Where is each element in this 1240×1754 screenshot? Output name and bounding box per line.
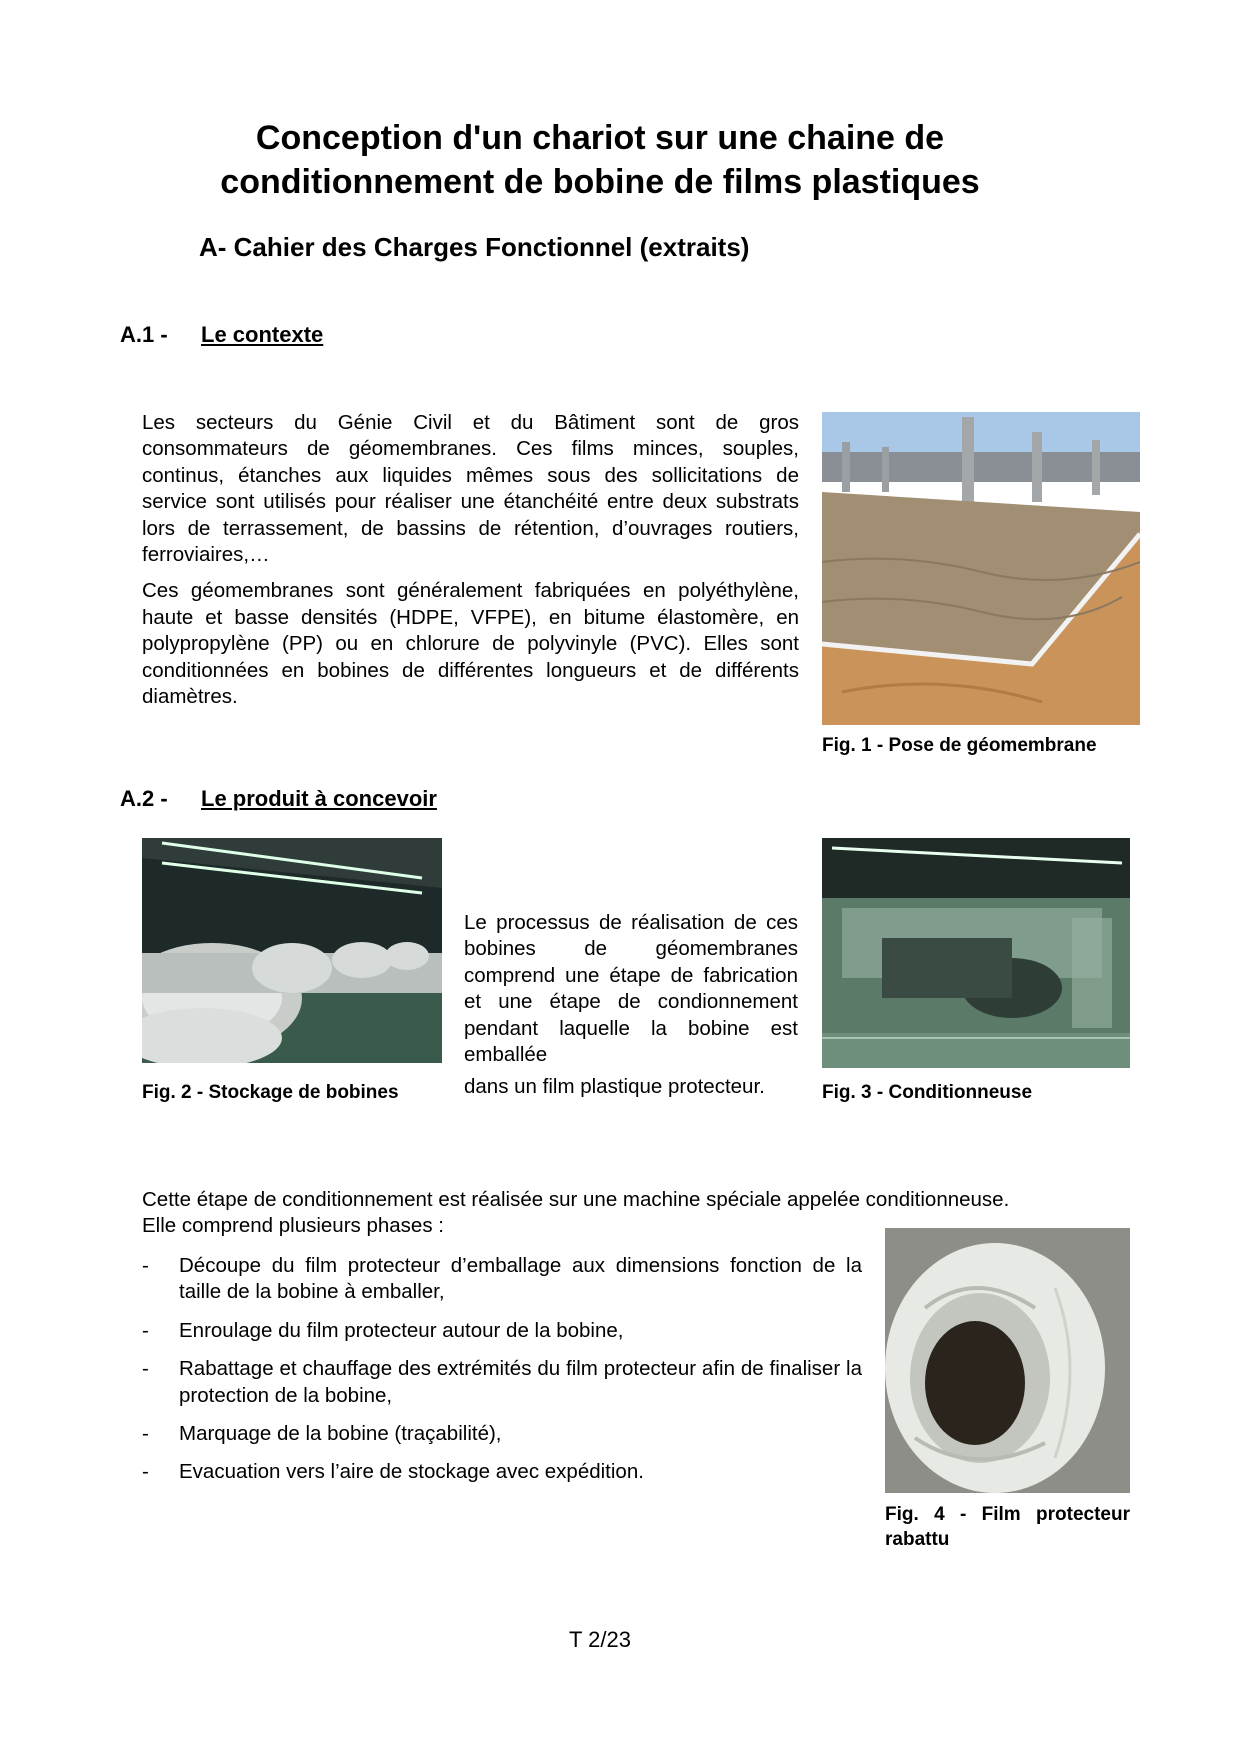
section-2-intro-line-1: Cette étape de conditionnement est réalisée sur une machine spéciale appelée conditionneuse.	[142, 1188, 1010, 1211]
page-number: T 2/23	[569, 1627, 631, 1652]
section-2-title: Le produit à concevoir	[201, 786, 437, 811]
section-2-middle-last-line: dans un film plastique protecteur.	[464, 1075, 765, 1099]
list-item: - Découpe du film protecteur d’emballage aux dimensions fonction de la taille de la bobine à emballer,	[142, 1254, 862, 1304]
list-item: - Evacuation vers l’aire de stockage avec expédition.	[142, 1460, 644, 1484]
section-1-paragraph-1: Les secteurs du Génie Civil et du Bâtiment sont de gros consommateurs de géomembranes. Ces films minces, souples, continus, étanches aux liquides mêmes sous des sollicitations de service sont utilisés pour réaliser une étanchéité entre deux substrats lors de terrassement, de bassins de rétention, d’ouvrages routiers, ferroviaires,…	[142, 411, 799, 567]
section-1-number: A.1 -	[120, 322, 168, 347]
fig1-caption: Fig. 1 - Pose de géomembrane	[822, 735, 1097, 756]
fig4-film-photo	[885, 1228, 1130, 1493]
page-title	[0, 116, 1200, 204]
fig4-caption: Fig. 4 - Film protecteur rabattu	[885, 1504, 1130, 1550]
list-item: - Marquage de la bobine (traçabilité),	[142, 1422, 502, 1446]
section-1-text	[142, 410, 799, 720]
fig3-caption: Fig. 3 - Conditionneuse	[822, 1082, 1033, 1103]
process-steps-list	[142, 1253, 862, 1498]
list-item: - Rabattage et chauffage des extrémités du film protecteur afin de finaliser la protection de la bobine,	[142, 1357, 862, 1407]
fig3-machine-photo	[822, 838, 1130, 1068]
fig1-geomembrane-photo	[822, 412, 1140, 725]
section-2-number: A.2 -	[120, 786, 168, 811]
fig2-caption: Fig. 2 - Stockage de bobines	[142, 1082, 399, 1103]
fig2-storage-photo	[142, 838, 442, 1063]
title-line-2: conditionnement de bobine de films plastiques	[220, 163, 980, 201]
section-2-middle-text	[464, 910, 798, 1101]
section-2-intro-line-2: Elle comprend plusieurs phases :	[142, 1214, 444, 1238]
section-1-paragraph-2: Ces géomembranes sont généralement fabriquées en polyéthylène, haute et basse densités (HDPE, VFPE), en bitume élastomère, en polypropylène (PP) ou en chlorure de polyvinyle (PVC). Elles sont conditionnées en bobines de différentes longueurs et de différents diamètres.	[142, 579, 799, 709]
title-line-1: Conception d'un chariot sur une chaine de	[255, 119, 945, 157]
section-a-heading: A- Cahier des Charges Fonctionnel (extraits)	[199, 232, 750, 262]
list-item: - Enroulage du film protecteur autour de la bobine,	[142, 1318, 624, 1342]
section-2-middle-paragraph: Le processus de réalisation de ces bobines de géomembranes comprend une étape de fabrication et une étape de condionnement pendant laquelle la bobine est emballée	[464, 911, 798, 1067]
section-1-title: Le contexte	[201, 322, 324, 347]
